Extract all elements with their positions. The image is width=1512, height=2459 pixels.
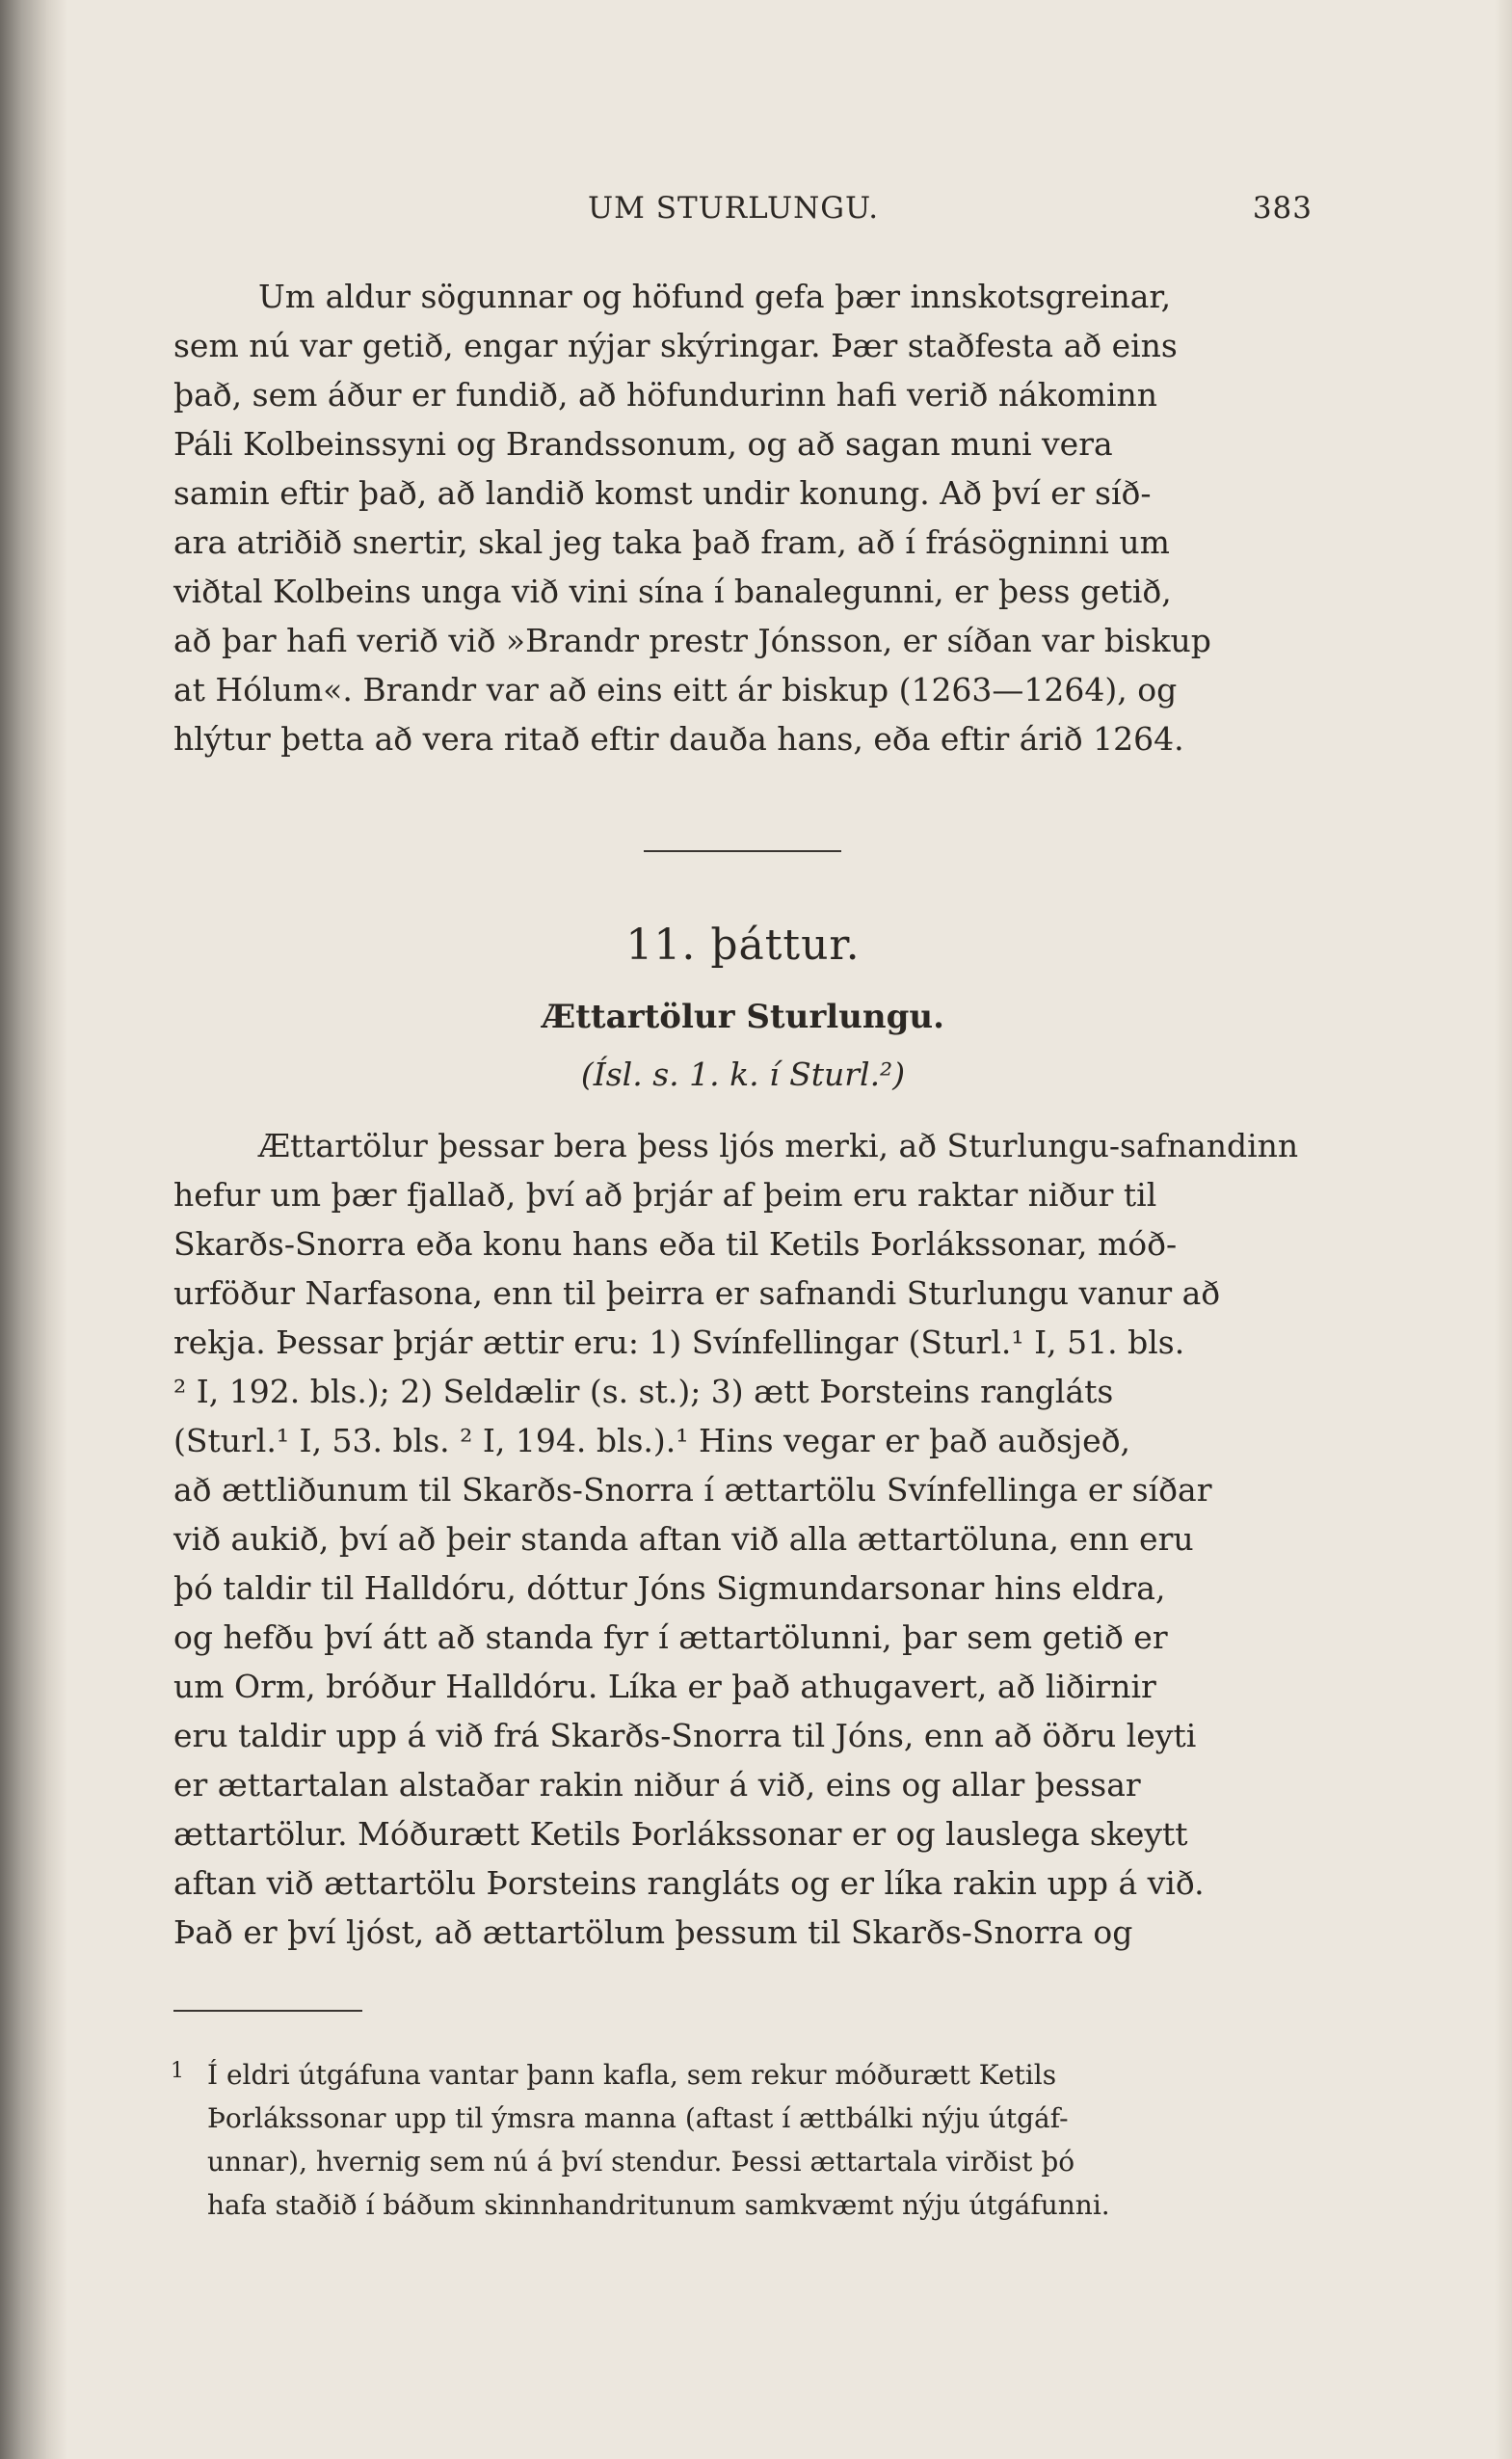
text-line: er ættartalan alstaðar rakin niður á við, eins og allar þessar — [173, 1766, 1141, 1804]
text-line: það, sem áður er fundið, að höfundurinn hafi verið nákominn — [173, 376, 1158, 414]
text-line: að ættliðunum til Skarðs-Snorra í ættartölu Svínfellinga er síðar — [173, 1471, 1212, 1509]
footnote — [171, 2053, 1313, 2227]
paragraph-1 — [173, 272, 1313, 763]
text-line: Það er því ljóst, að ættartölum þessum til Skarðs-Snorra og — [173, 1913, 1133, 1951]
section-reference: (Ísl. s. 1. k. í Sturl.²) — [580, 1056, 906, 1093]
section-divider — [644, 850, 841, 852]
text-line: hlýtur þetta að vera ritað eftir dauða hans, eða eftir árið 1264. — [173, 720, 1184, 758]
footnote-line: Þorlákssonar upp til ýmsra manna (aftast í ættbálki nýju útgáf- — [207, 2102, 1069, 2134]
text-line: við aukið, því að þeir standa aftan við alla ættartöluna, enn eru — [173, 1520, 1194, 1558]
footnote-line: hafa staðið í báðum skinnhandritunum samkvæmt nýju útgáfunni. — [207, 2189, 1110, 2221]
text-line: ² I, 192. bls.); 2) Seldælir (s. st.); 3) ætt Þorsteins rangláts — [173, 1373, 1114, 1410]
text-line: urföður Narfasona, enn til þeirra er safnandi Sturlungu vanur að — [173, 1274, 1221, 1312]
text-line: at Hólum«. Brandr var að eins eitt ár biskup (1263—1264), og — [173, 671, 1178, 708]
paragraph-2 — [173, 1121, 1313, 1957]
text-line: Ættartölur þessar bera þess ljós merki, að Sturlungu-safnandinn — [258, 1127, 1299, 1164]
text-line: samin eftir það, að landið komst undir konung. Að því er síð- — [173, 474, 1152, 512]
footnote-line: Í eldri útgáfuna vantar þann kafla, sem rekur móðurætt Ketils — [207, 2059, 1057, 2091]
text-line: aftan við ættartölu Þorsteins rangláts og er líka rakin upp á við. — [173, 1864, 1205, 1902]
text-line: (Sturl.¹ I, 53. bls. ² I, 194. bls.).¹ Hins vegar er það auðsjeð, — [173, 1422, 1131, 1459]
spine-shadow — [0, 0, 67, 2459]
text-line: ættartölur. Móðurætt Ketils Þorlákssonar er og lauslega skeytt — [173, 1815, 1188, 1853]
text-line: Páli Kolbeinssyni og Brandssonum, og að sagan muni vera — [173, 425, 1113, 463]
text-line: um Orm, bróður Halldóru. Líka er það athugavert, að liðirnir — [173, 1668, 1156, 1705]
text-line: hefur um þær fjallað, því að þrjár af þeim eru raktar niður til — [173, 1176, 1157, 1214]
footnote-line: unnar), hvernig sem nú á því stendur. Þessi ættartala virðist þó — [207, 2146, 1075, 2178]
text-line: rekja. Þessar þrjár ættir eru: 1) Svínfellingar (Sturl.¹ I, 51. bls. — [173, 1323, 1185, 1361]
text-line: eru taldir upp á við frá Skarðs-Snorra til Jóns, enn að öðru leyti — [173, 1717, 1197, 1754]
section-title: Ættartölur Sturlungu. — [542, 998, 944, 1036]
text-line: þó taldir til Halldóru, dóttur Jóns Sigmundarsonar hins eldra, — [173, 1569, 1166, 1607]
page-edge — [1495, 0, 1512, 2459]
text-line: ara atriðið snertir, skal jeg taka það fram, að í frásögninni um — [173, 523, 1170, 561]
text-line: sem nú var getið, engar nýjar skýringar. Þær staðfesta að eins — [173, 327, 1178, 364]
page-header — [173, 191, 1313, 229]
text-line: að þar hafi verið við »Brandr prestr Jónsson, er síðan var biskup — [173, 622, 1211, 659]
running-title: UM STURLUNGU. — [588, 191, 880, 226]
text-line: Skarðs-Snorra eða konu hans eða til Ketils Þorlákssonar, móð- — [173, 1225, 1178, 1263]
footnote-marker: 1 — [171, 2059, 184, 2083]
text-line: og hefðu því átt að standa fyr í ættartölunni, þar sem getið er — [173, 1618, 1168, 1656]
text-line: Um aldur sögunnar og höfund gefa þær innskotsgreinar, — [258, 278, 1172, 315]
footnote-divider — [173, 2010, 362, 2012]
page-number: 383 — [1252, 191, 1313, 226]
part-title: 11. þáttur. — [625, 921, 861, 970]
text-line: viðtal Kolbeins unga við vini sína í banalegunni, er þess getið, — [173, 573, 1172, 610]
